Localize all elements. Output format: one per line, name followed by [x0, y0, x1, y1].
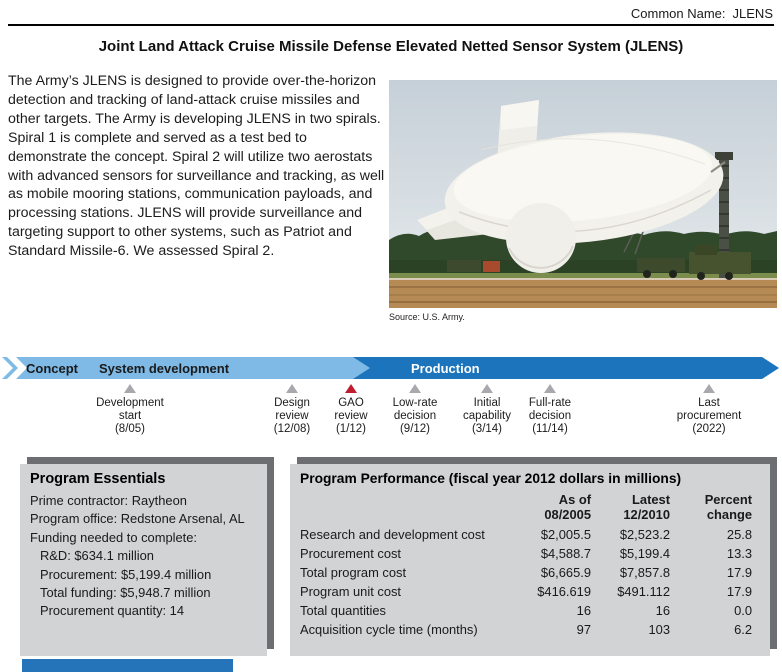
table-header-row — [300, 493, 752, 525]
common-name-value: JLENS — [732, 6, 773, 21]
photo-caption: Source: U.S. Army. — [389, 312, 465, 322]
photo-figure — [389, 80, 777, 322]
milestone-last-procurement: Last procurement (2022) — [654, 384, 764, 436]
program-performance-heading: Program Performance (fiscal year 2012 dollars in millions) — [300, 471, 682, 486]
milestone-initial-capability: Initial capability (3/14) — [432, 384, 542, 436]
milestone-marker-icon — [481, 384, 493, 393]
cutoff-section-bar — [22, 659, 233, 672]
table-row: Program unit cost $416.619 $491.112 17.9 — [300, 584, 752, 599]
milestone-marker-icon — [544, 384, 556, 393]
essentials-line: Funding needed to complete: — [30, 529, 197, 545]
performance-table — [300, 493, 752, 639]
milestone-marker-icon-highlight — [345, 384, 357, 393]
program-performance-box — [290, 464, 770, 656]
common-name-label: Common Name: — [630, 6, 726, 21]
milestone-design-review: Design review (12/08) — [237, 384, 347, 436]
column-header-as-of: As of 08/2005 — [544, 492, 591, 522]
table-row: Total quantities 16 16 0.0 — [300, 603, 752, 618]
milestone-full-rate-decision: Full-rate decision (11/14) — [495, 384, 605, 436]
milestone-gao-review: GAO review (1/12) — [296, 384, 406, 436]
essentials-line: Program office: Redstone Arsenal, AL — [30, 511, 245, 527]
program-essentials-box — [20, 464, 267, 656]
program-description: The Army’s JLENS is designed to provide over-the-horizon detection and tracking of land-attack cruise missiles and other targets. The Army is developing JLENS in two spirals. Spiral 1 is complete and served as a test bed to demonstrate the concept. Spiral 2 will utilize two aerostats with advanced sensors for surveillance and tracking, as well as mobile mooring stations, communication payloads, and processing stations. JLENS will provide surveillance and targeting support to other systems, such as Patriot and Standard Missile-6. We assessed Spiral 2. — [8, 73, 385, 260]
common-name-row — [631, 6, 773, 21]
table-row: Total program cost $6,665.9 $7,857.8 17.9 — [300, 565, 752, 580]
phase-label-production: Production — [411, 361, 480, 376]
phase-label-concept: Concept — [26, 361, 78, 376]
milestone-marker-icon — [409, 384, 421, 393]
essentials-line: Total funding: $5,948.7 million — [40, 585, 211, 601]
essentials-line: Prime contractor: Raytheon — [30, 493, 187, 508]
column-header-latest: Latest 12/2010 — [623, 492, 670, 522]
aerostat-photo — [389, 80, 777, 308]
table-row: Acquisition cycle time (months) 97 103 6.2 — [300, 622, 752, 637]
milestone-low-rate-decision: Low-rate decision (9/12) — [360, 384, 470, 436]
table-row: Procurement cost $4,588.7 $5,199.4 13.3 — [300, 546, 752, 561]
acquisition-timeline — [0, 357, 782, 439]
essentials-line: R&D: $634.1 million — [40, 548, 154, 564]
column-header-percent-change: Percent change — [704, 492, 752, 522]
page-title: Joint Land Attack Cruise Missile Defense Elevated Netted Sensor System (JLENS) — [98, 38, 684, 55]
milestone-marker-icon — [703, 384, 715, 393]
phase-label-system-development: System development — [99, 361, 230, 376]
essentials-line: Procurement quantity: 14 — [40, 603, 185, 619]
milestone-marker-icon — [124, 384, 136, 393]
program-essentials-heading: Program Essentials — [30, 471, 166, 487]
essentials-line: Procurement: $5,199.4 million — [40, 566, 212, 582]
top-rule — [8, 24, 774, 26]
table-row: Research and development cost $2,005.5 $2,523.2 25.8 — [300, 527, 752, 542]
milestone-development-start: Development start (8/05) — [75, 384, 185, 436]
